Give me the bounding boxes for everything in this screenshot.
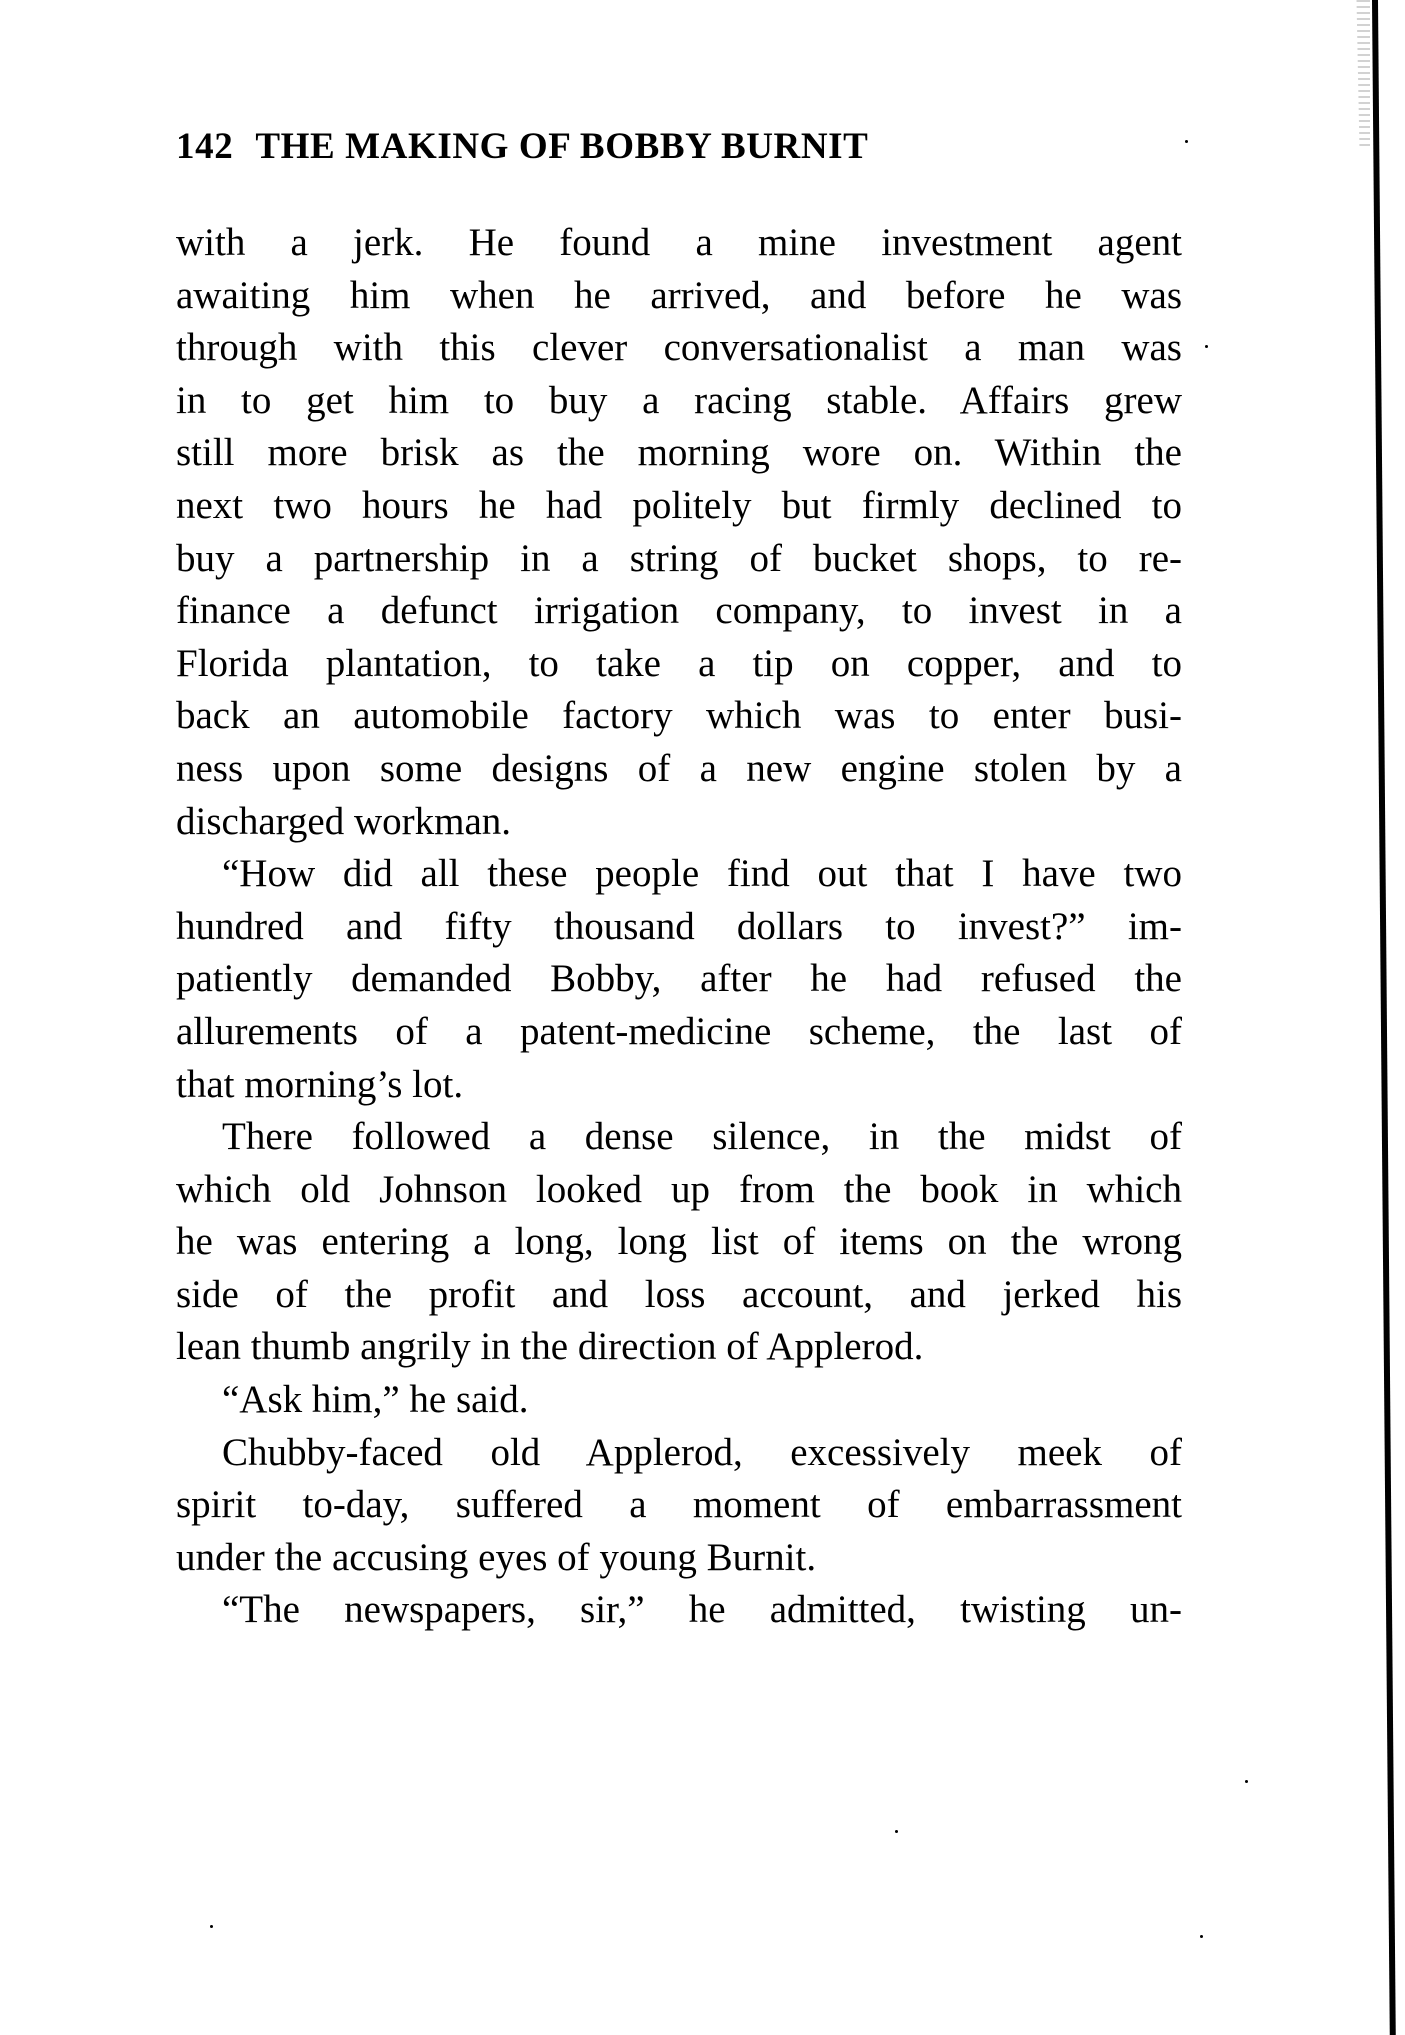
text-line: next two hours he had politely but firmly declined to [176,483,1182,527]
text-line: There followed a dense silence, in the midst of [222,1115,1182,1159]
scan-speck [1200,1935,1203,1938]
text-line: through with this clever conversationalist a man was [176,326,1182,370]
text-line: discharged workman. [176,799,512,843]
running-head [176,122,1186,172]
book-title: THE MAKING OF BOBBY BURNIT [255,126,869,167]
text-line: finance a defunct irrigation company, to invest in a [176,589,1182,633]
text-line: patiently demanded Bobby, after he had refused the [176,957,1182,1001]
text-line: buy a partnership in a string of bucket shops, to re- [176,536,1182,580]
text-line: “The newspapers, sir,” he admitted, twisting un- [222,1588,1182,1632]
scan-speck [210,1925,213,1928]
text-line: still more brisk as the morning wore on. Within the [176,431,1182,475]
text-line: he was entering a long, long list of items on the wrong [176,1220,1182,1264]
body-text [176,217,1182,1637]
text-line: “Ask him,” he said. [222,1378,529,1422]
text-line: Florida plantation, to take a tip on copper, and to [176,641,1182,685]
scan-speck [895,1830,898,1833]
text-line: lean thumb angrily in the direction of Applerod. [176,1325,924,1369]
text-line: with a jerk. He found a mine investment agent [176,221,1182,264]
scan-speck [1185,140,1188,143]
page-number: 142 [176,126,234,167]
text-line: that morning’s lot. [176,1062,464,1106]
scan-speck [1245,1780,1248,1783]
scan-page-edge [1372,0,1396,2035]
text-line: under the accusing eyes of young Burnit. [176,1535,817,1579]
text-line: back an automobile factory which was to enter busi- [176,694,1182,738]
text-line: “How did all these people find out that I have two [222,852,1182,896]
text-line: spirit to-day, suffered a moment of embarrassment [176,1483,1182,1527]
text-line: in to get him to buy a racing stable. Affairs grew [176,378,1182,422]
text-line: ness upon some designs of a new engine stolen by a [176,746,1182,790]
text-line: side of the profit and loss account, and jerked his [176,1272,1182,1316]
text-line: awaiting him when he arrived, and before he was [176,273,1182,317]
text-line: allurements of a patent-medicine scheme, the last of [176,1009,1182,1053]
text-line: hundred and fifty thousand dollars to invest?” im- [176,904,1182,948]
text-line: Chubby-faced old Applerod, excessively meek of [222,1430,1182,1474]
scan-speck [1205,345,1208,348]
text-line: which old Johnson looked up from the book in which [176,1167,1182,1211]
scan-binding-shadow [1340,0,1370,150]
